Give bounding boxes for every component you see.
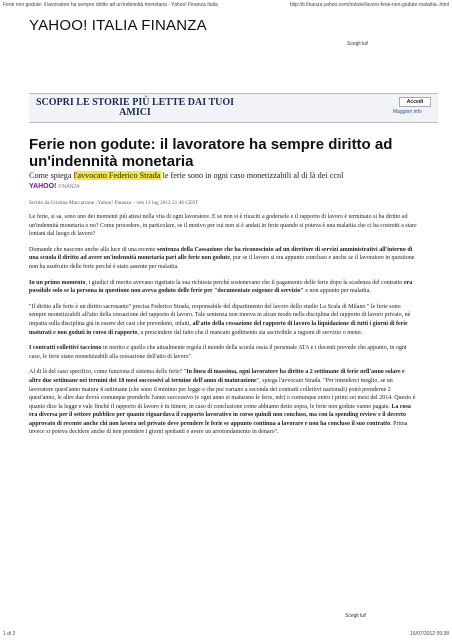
bold-text: In un primo momento [29,279,86,286]
paragraph-text: e non appunto per malattia. [303,288,371,295]
more-info-link[interactable]: Maggiori info [393,109,422,115]
article-byline: Scritto da Cristina Maccarrone | Yahoo! Finanza – ven 13 lug 2012 21:46 CEST [29,200,199,206]
bold-text: era possibile solo se la persona in questione non aveva goduto delle ferie per "documentate esigenze di servizio" [29,279,413,295]
paragraph-text: Al di là del caso specifico, come funziona il sistema delle ferie? " [29,369,187,376]
paragraph-text: , pur se il lavoro si era appunto concluso e anche se il lavoratore in questione non ha usufruito delle ferie perché è stato assente per malattia. [29,255,415,270]
print-timestamp: 16/07/2012 09.38 [410,631,449,637]
login-button[interactable]: Accedi [399,97,431,107]
bold-text: I contratti collettivi tacciono [29,345,102,352]
paragraph-text: Le ferie, si sa, sono uno dei momenti più attesi nella vita di ogni lavoratore. E se non si è riusciti a godersele e il rapporto di lavoro è terminato si ha diritto ad un'indennità monetaria o no? Come procedere, in particolare, se il motivo per cui non si è andati in ferie quando si poteva è una malattia che ci ha costretti a stare lontani dal luogo di lavoro? [29,214,417,238]
print-footer [0,630,452,640]
print-header-url: http://it.finanza.yahoo.com/notizie/lavoro-ferie-non-godute-malattia-.html [289,2,449,8]
site-title[interactable]: YAHOO! ITALIA FINANZA [29,17,207,34]
bold-text: La cosa era diversa per il settore pubblico per quanto riguardava il rapporto lavorativo in corso quindi non concluso, ma con la spending review e il decreto approvato di recente anche chi non lavora nel privato deve prendere le ferie se appunto continua a lavorare e non ha concluso il suo contratto [29,403,411,427]
subtitle-text: Come spiega [29,171,74,180]
paragraph-text: in merito e quello che attualmente regola il mondo della scuola ossia il personale ATA e i docenti prevede che appunto, in ogni caso, le ferie siano monetizzabili alla cessazione dell'atto di lavoro". [29,345,407,360]
article-paragraph [29,246,417,272]
paragraph-text: , a prescindere dal fatto che il mancato godimento sia ascrivibile a ragioni di servizio o meno. [137,329,363,336]
edition-selector-bottom[interactable]: Scegli lui! [345,613,367,619]
edition-selector[interactable]: Scegli lui! [347,41,369,47]
bold-text: all'atto della cessazione del rapporto di lavoro la liquidazione di tutti i giorni di ferie maturati e non goduti in corso di rapporto [29,320,408,336]
paragraph-text: "Il diritto alle ferie è un diritto sacrosanto" precisa Federico Strada, responsabile del dipartimento del lavoro dello studio La Scala di Milano " le ferie sono sempre monetizzabili all'atto della cessazione del rapporto di lavoro. Tale sentenza non innova in alcun modo nella disciplina del rapporto di lavoro privato, né impatta sulla disciplina già in essere dei casi che prevedono, infatti, [29,303,411,327]
article-subtitle [29,171,439,180]
print-header [0,0,452,10]
print-header-title: Ferie non godute: il lavoratore ha sempre diritto ad un'indennità monetaria - Yahoo! Finanza Italia [3,2,218,8]
banner-text: SCOPRI LE STORIE PIÙ LETTE DAI TUOI AMICI [35,97,235,118]
subtitle-highlight: l'avvocato Federico Strada [73,171,161,180]
social-banner [29,93,438,123]
article-paragraph [29,344,417,361]
article-paragraph [29,213,417,239]
paragraph-text: ", spiega l'avvocato Strada. "Per intenderci meglio, se un lavoratore quest'anno matura 4 settimane (che sono il minimo per legge e che poi variano a seconda dei contratti collettivi nazionali) potrà prenderne 2 quest'anno, le altre due dovrà comunque prenderle l'anno successivo (e ogni anno si maturano le ferie, ndr) o comunque entro i primi sei mesi del 2014. Questo è quanto dice la legge e vale finché il rapporto di lavoro è in itinere, in caso di conclusione come abbiamo detto sopra, le ferie non godute vanno pagate. [29,377,416,410]
article-paragraph [29,303,417,337]
paragraph-text: Domande che nascono anche alla luce di una recente [29,246,158,253]
brand-name: YAHOO! [29,183,57,190]
bold-text: In linea di massima, ogni lavoratore ha diritto a 2 settimane di ferie nell'anno solare e altre due settimane nei termini dei 18 mesi successivi al termine dell'anno di maturazione [29,369,405,384]
bold-text: sentenza della Cassazione che ha riconosciuto ad un direttore di servizi amministrativi all'interno di una scuola il diritto ad avere un'indennità monetaria pari alle ferie non godute [29,246,413,262]
paragraph-text: , i giudici di merito avevano rigettato la sua richiesta perché sostenevano che il pagamento delle ferie dopo la scadenza del contratto [85,279,404,286]
article-body [29,213,417,444]
article-paragraph [29,368,417,437]
paragraph-text: . Prima invece si poteva decidere anche di non prendere i giorni spettanti e avere un arrotondamento in denaro". [29,420,408,436]
article-paragraph [29,279,417,296]
page-number: 1 di 2 [3,631,16,637]
yahoo-finanza-logo [29,183,80,190]
article-title: Ferie non godute: il lavoratore ha sempre diritto ad un'indennità monetaria [29,136,393,170]
subtitle-text-end: le ferie sono in ogni caso monetizzabili al di là dei ccnl [160,171,344,180]
brand-sub: FINANZA [58,184,80,190]
